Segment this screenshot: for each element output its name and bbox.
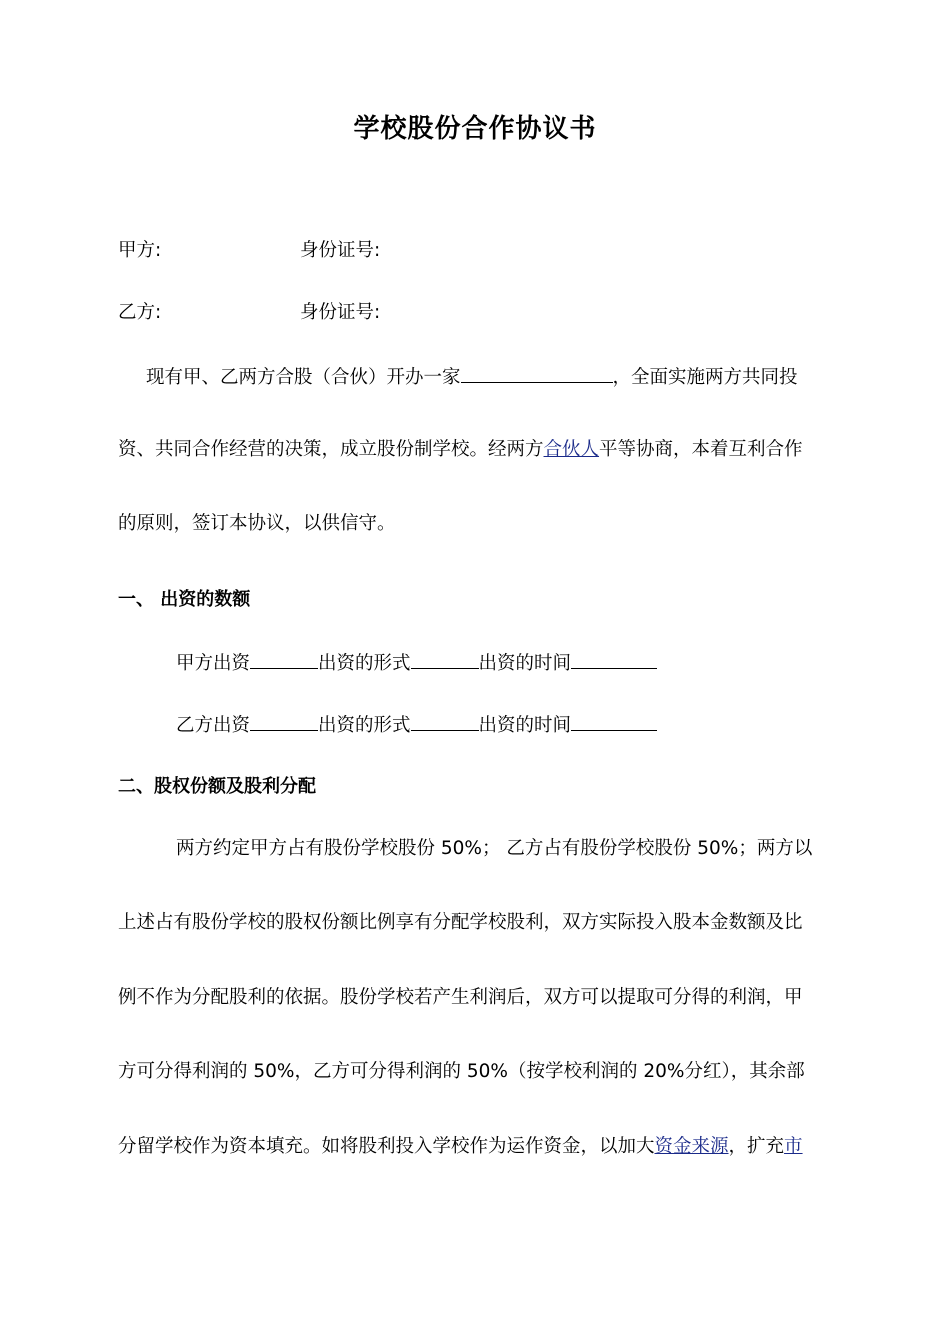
amount-blank — [250, 648, 318, 669]
partner-link[interactable]: 合伙人 — [543, 439, 600, 460]
party-b-row — [118, 299, 161, 327]
party-b-investment-row — [176, 710, 657, 740]
market-link[interactable]: 市 — [784, 1136, 803, 1157]
intro-text: ，全面实施两方共同投 — [612, 367, 798, 388]
intro-text: 资、共同合作经营的决策，成立股份制学校。经两方 — [118, 439, 544, 460]
section-2-heading: 二、股权份额及股利分配 — [118, 776, 316, 797]
intro-line-2 — [118, 436, 803, 464]
form-blank — [411, 710, 479, 731]
school-name-blank — [461, 362, 613, 383]
amount-blank — [250, 710, 318, 731]
intro-line-1 — [146, 362, 798, 392]
intro-text: 平等协商，本着互利合作 — [599, 439, 803, 460]
capital-source-link[interactable]: 资金来源 — [654, 1136, 729, 1157]
time-blank — [571, 710, 657, 731]
investment-label: 乙方出资 — [176, 715, 251, 736]
form-blank — [411, 648, 479, 669]
section-2-line-4: 方可分得利润的 50%，乙方可分得利润的 50%（按学校利润的 20%分红），其余部 — [118, 1061, 805, 1082]
section-2-line-3: 例不作为分配股利的依据。股份学校若产生利润后，双方可以提取可分得的利润，甲 — [118, 987, 803, 1008]
time-label: 出资的时间 — [478, 715, 572, 736]
investment-label: 甲方出资 — [176, 653, 251, 674]
time-blank — [571, 648, 657, 669]
document-title: 学校股份合作协议书 — [353, 114, 597, 144]
party-b-label: 乙方: — [118, 302, 162, 323]
time-label: 出资的时间 — [478, 653, 572, 674]
form-label: 出资的形式 — [318, 653, 411, 674]
party-b-id-label: 身份证号: — [300, 302, 381, 323]
form-label: 出资的形式 — [318, 715, 411, 736]
section-2-text: ，扩充 — [728, 1136, 785, 1157]
section-2-line-5 — [118, 1133, 803, 1161]
party-a-label: 甲方: — [118, 240, 162, 261]
section-2-text: 分留学校作为资本填充。如将股利投入学校作为运作资金，以加大 — [118, 1136, 655, 1157]
intro-line-3: 的原则，签订本协议，以供信守。 — [118, 513, 396, 534]
section-1-heading: 一、 出资的数额 — [118, 589, 251, 610]
party-a-id-label: 身份证号: — [300, 240, 381, 261]
section-2-line-2: 上述占有股份学校的股权份额比例享有分配学校股利，双方实际投入股本金数额及比 — [118, 912, 803, 933]
party-a-investment-row — [176, 648, 657, 678]
party-a-row — [118, 237, 161, 265]
intro-text: 现有甲、乙两方合股（合伙）开办一家 — [146, 367, 461, 388]
section-2-line-1: 两方约定甲方占有股份学校股份 50%； 乙方占有股份学校股份 50%；两方以 — [176, 838, 813, 859]
